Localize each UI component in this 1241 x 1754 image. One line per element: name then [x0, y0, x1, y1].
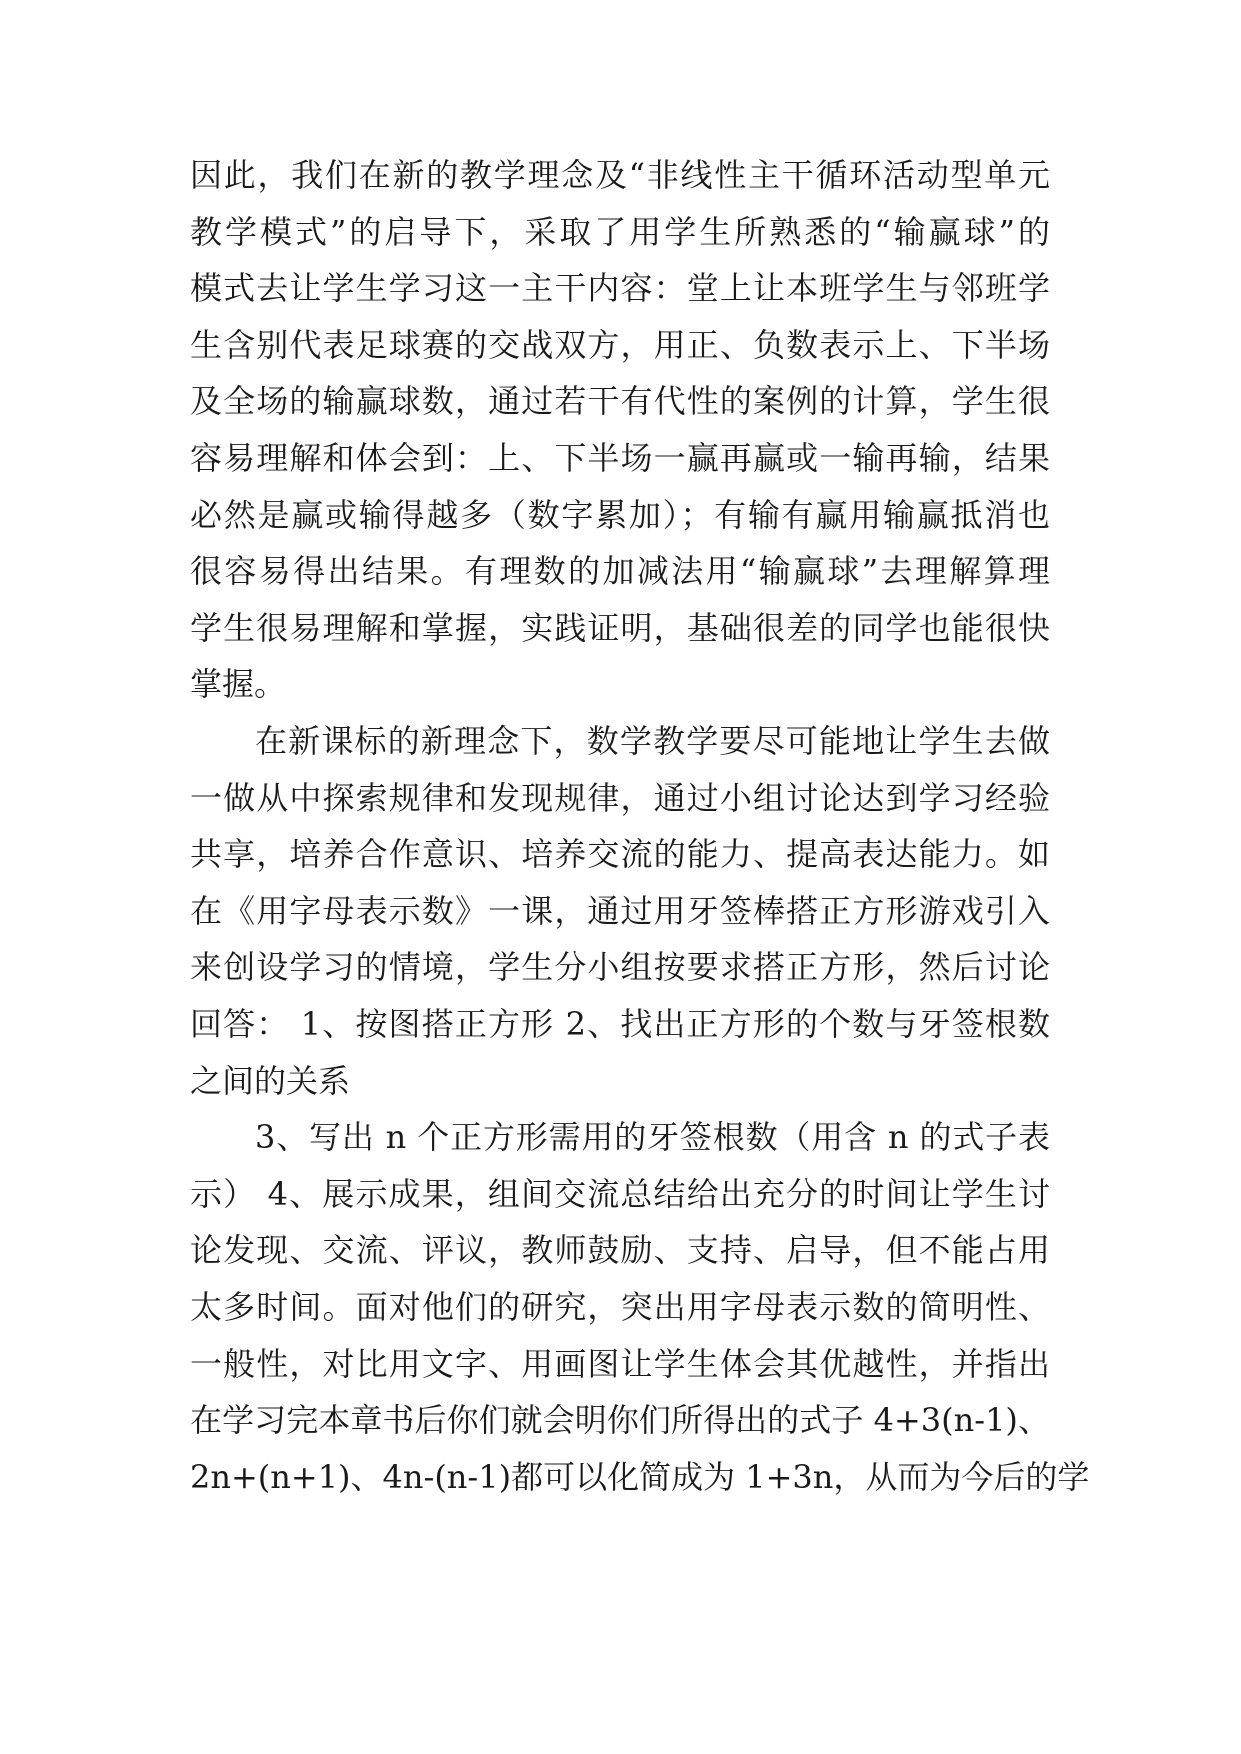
text-line: 一做从中探索规律和发现规律，通过小组讨论达到学习经验 [190, 779, 1050, 817]
text-line: 容易理解和体会到：上、下半场一赢再赢或一输再输，结果 [190, 439, 1050, 477]
text-line: 及全场的输赢球数，通过若干有代性的案例的计算，学生很 [190, 382, 1050, 420]
text-line: 2n+(n+1)、4n-(n-1)都可以化简成为 1+3n，从而为今后的学 [190, 1458, 1090, 1496]
text-line: 回答： 1、按图搭正方形 2、找出正方形的个数与牙签根数 [190, 1005, 1050, 1043]
text-line: 模式去让学生学习这一主干内容：堂上让本班学生与邻班学 [190, 269, 1050, 307]
text-line: 3、写出 n 个正方形需用的牙签根数（用含 n 的式子表 [255, 1118, 1050, 1156]
text-line: 论发现、交流、评议，教师鼓励、支持、启导，但不能占用 [190, 1231, 1050, 1269]
text-line: 生含别代表足球赛的交战双方，用正、负数表示上、下半场 [190, 326, 1050, 364]
text-line: 太多时间。面对他们的研究，突出用字母表示数的简明性、 [190, 1288, 1050, 1326]
text-line: 之间的关系 [190, 1062, 351, 1100]
text-line: 在新课标的新理念下，数学教学要尽可能地让学生去做 [255, 722, 1050, 760]
text-line: 示） 4、展示成果，组间交流总结给出充分的时间让学生讨 [190, 1175, 1050, 1213]
text-line: 在《用字母表示数》一课，通过用牙签棒搭正方形游戏引入 [190, 892, 1050, 930]
text-line: 共享，培养合作意识、培养交流的能力、提高表达能力。如 [190, 835, 1050, 873]
text-line: 学生很易理解和掌握，实践证明，基础很差的同学也能很快 [190, 609, 1050, 647]
text-line: 教学模式”的启导下，采取了用学生所熟悉的“输赢球”的 [190, 213, 1050, 251]
text-line: 很容易得出结果。有理数的加减法用“输赢球”去理解算理 [190, 552, 1050, 590]
text-line: 来创设学习的情境，学生分小组按要求搭正方形，然后讨论 [190, 948, 1050, 986]
text-line: 一般性，对比用文字、用画图让学生体会其优越性，并指出 [190, 1345, 1050, 1383]
text-line: 在学习完本章书后你们就会明你们所得出的式子 4+3(n-1)、 [190, 1401, 1050, 1439]
text-line: 必然是赢或输得越多（数字累加）；有输有赢用输赢抵消也 [190, 496, 1050, 534]
text-line: 掌握。 [190, 665, 287, 703]
text-line: 因此，我们在新的教学理念及“非线性主干循环活动型单元 [190, 156, 1050, 194]
